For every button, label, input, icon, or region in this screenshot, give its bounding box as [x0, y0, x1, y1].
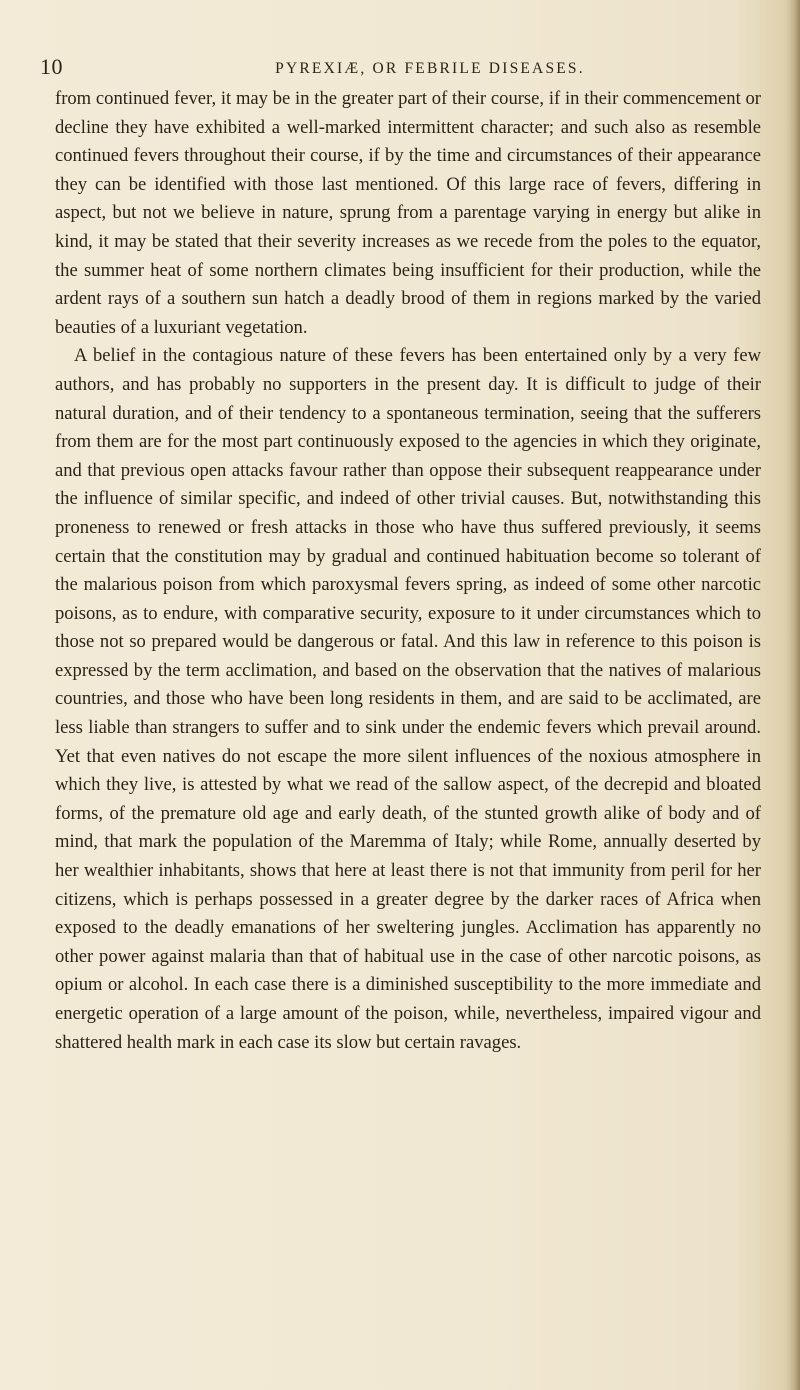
- paragraph-contagion: A belief in the contagious nature of these fevers has been entertained only by a very few authors, and has probably no supporters in the present day. It is difficult to judge of their natural duration, and of their tendency to a spontaneous termination, seeing that the sufferers from them are for the most part continuously exposed to the agencies in which they originate, and that previous open attacks favour rather than oppose their subsequent reappearance under the influence of similar specific, and indeed of other trivial causes. But, notwithstanding this proneness to renewed or fresh attacks in those who have thus suffered previously, it seems certain that the constitution may by gradual and continued habituation become so tolerant of the malarious poison from which paroxysmal fevers spring, as indeed of some other narcotic poisons, as to endure, with comparative security, exposure to it under circumstances which to those not so prepared would be dangerous or fatal. And this law in reference to this poison is expressed by the term acclimation, and based on the observation that the natives of malarious countries, and those who have been long residents in them, and are said to be acclimated, are less liable than strangers to suffer and to sink under the endemic fevers which prevail around. Yet that even natives do not escape the more silent influences of the noxious atmosphere in which they live, is attested by what we read of the sallow aspect, of the decrepid and bloated forms, of the premature old age and early death, of the stunted growth alike of body and of mind, that mark the population of the Maremma of Italy; while Rome, annually deserted by her wealthier inhabitants, shows that here at least there is not that immunity from peril for her citizens, which is perhaps possessed in a greater degree by the darker races of Africa when exposed to the deadly emanations of her sweltering jungles. Acclimation has apparently no other power against malaria than that of habitual use in the case of other narcotic poisons, as opium or alcohol. In each case there is a diminished susceptibility to the more immediate and energetic operation of a large amount of the poison, while, nevertheless, impaired vigour and shattered health mark in each case its slow but certain ravages.: [55, 345, 761, 1053]
- page-header: [40, 54, 760, 88]
- page-number: 10: [40, 54, 63, 79]
- body-text: [55, 85, 761, 1057]
- page-edge-shadow: [786, 0, 800, 1390]
- running-head: PYREXIÆ, OR FEBRILE DISEASES.: [275, 60, 585, 77]
- paragraph-continued: from continued fever, it may be in the greater part of their course, if in their commencement or decline they have exhibited a well-marked intermittent character; and such also as resemble continued fevers throughout their course, if by the time and circumstances of their appearance they can be identified with those last mentioned. Of this large race of fevers, differing in aspect, but not we believe in nature, sprung from a parentage varying in energy but alike in kind, it may be stated that their severity increases as we recede from the poles to the equator, the summer heat of some northern climates being insufficient for their production, while the ardent rays of a southern sun hatch a deadly brood of them in regions marked by the varied beauties of a luxuriant vegetation.: [55, 88, 761, 338]
